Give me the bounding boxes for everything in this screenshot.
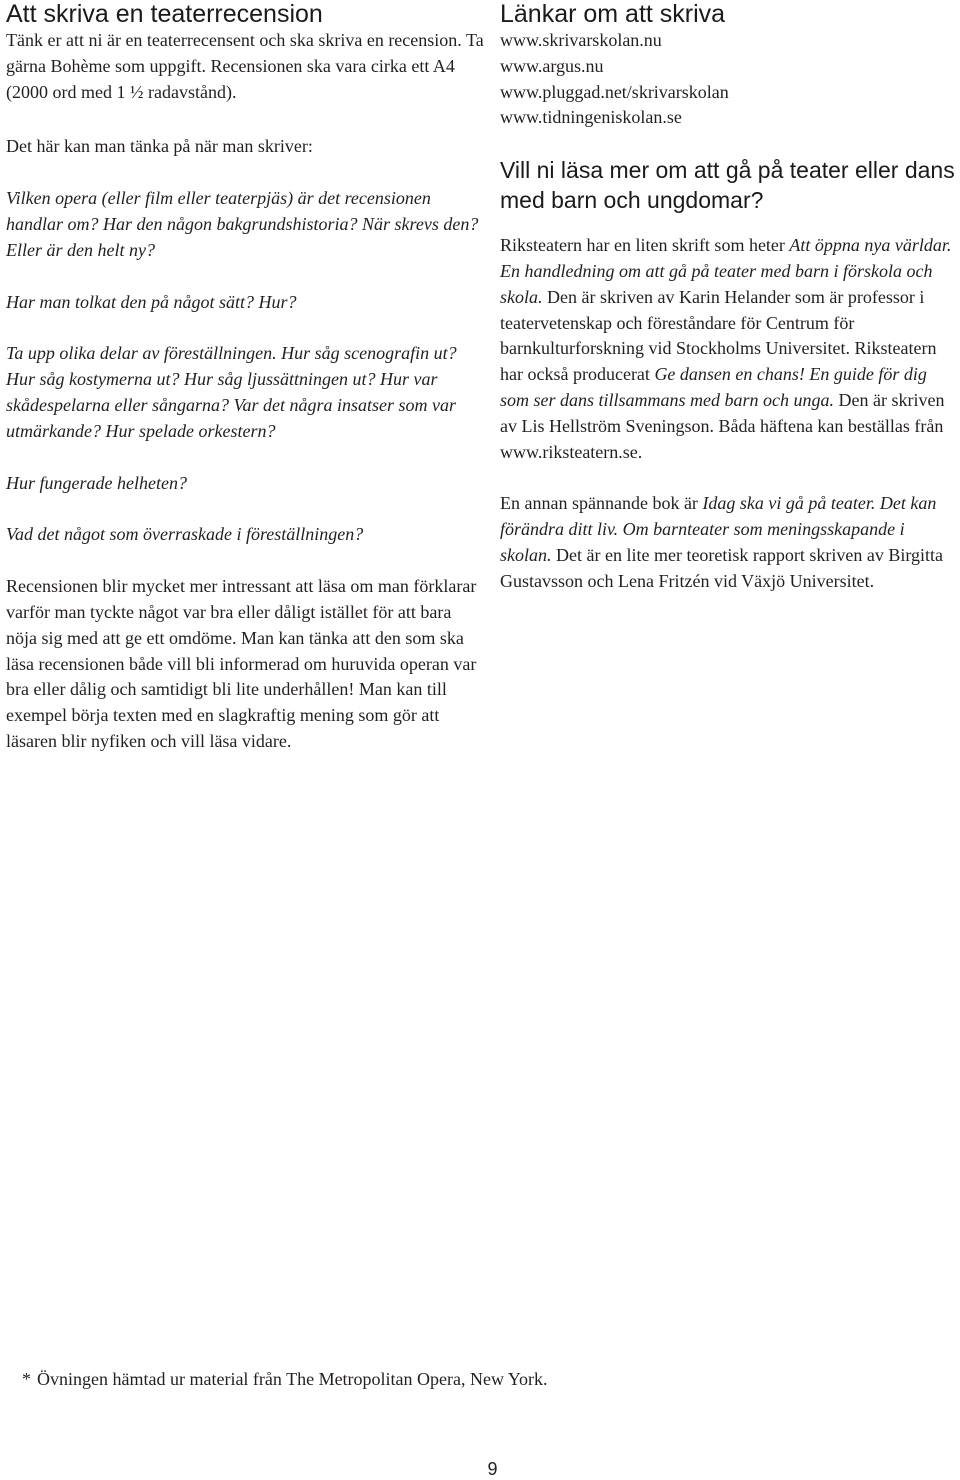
left-column: [6, 0, 486, 755]
riksteatern-title-1: Att öppna nya världar. En handledning om att gå på teater med barn i förskola och skola.: [500, 235, 952, 307]
riksteatern-title-2: Ge dansen en chans! En guide för dig som ser dans tillsammans med barn och unga.: [500, 364, 927, 410]
book-text-2: Det är en lite mer teoretisk rapport skriven av Birgitta Gustavsson och Lena Fritzén vid Växjö Universitet.: [500, 544, 944, 591]
intro-paragraph: Tänk er att ni är en teaterrecensent och ska skriva en recension. Ta gärna Bohème som uppgift. Recensionen ska vara cirka ett A4 (2000 ord med 1 ½ radavstånd).: [6, 30, 484, 102]
riksteatern-text-2: Den är skriven av Karin Helander som är professor i teatervetenskap och föreståndare för Centrum för barnkulturforskning vid Stockholms Universitet. Riksteatern har också producerat: [500, 286, 937, 385]
more-heading: Vill ni läsa mer om att gå på teater eller dans med barn och ungdomar?: [500, 157, 955, 214]
page-number: 9: [487, 1459, 498, 1479]
link-tidningeniskolan[interactable]: www.tidningeniskolan.se: [500, 107, 682, 128]
question-block-5: Vad det något som överraskade i föreställningen?: [6, 524, 364, 545]
riksteatern-paragraph: [500, 233, 960, 465]
book-paragraph: [500, 491, 960, 594]
riksteatern-text-1: Riksteatern har en liten skrift som heter: [500, 235, 790, 256]
links-list: [500, 28, 960, 131]
footnote-text: Övningen hämtad ur material från The Metropolitan Opera, New York.: [37, 1369, 548, 1389]
question-block-4: Hur fungerade helheten?: [6, 472, 187, 493]
question-block-3: Ta upp olika delar av föreställningen. Hur såg scenografin ut? Hur såg kostymerna ut? Hur såg ljussättningen ut? Hur var skådespelarna eller sångarna? Var det några insatser som var utmärkande? Hur spelade orkestern?: [6, 343, 457, 441]
footnote-marker: *: [22, 1369, 31, 1389]
riksteatern-text-3: Den är skriven av Lis Hellström Sveningson. Båda häftena kan beställas från www.riksteatern.se.: [500, 389, 945, 462]
question-block-2: Har man tolkat den på något sätt? Hur?: [6, 291, 297, 312]
book-text-1: En annan spännande bok är: [500, 493, 703, 514]
links-heading: Länkar om att skriva: [500, 0, 726, 28]
think-heading: Det här kan man tänka på när man skriver:: [6, 136, 313, 157]
link-argus[interactable]: www.argus.nu: [500, 55, 604, 76]
page-title: Att skriva en teaterrecension: [6, 0, 323, 28]
link-skrivarskolan[interactable]: www.skrivarskolan.nu: [500, 30, 662, 50]
right-column: [500, 0, 960, 595]
book-title: Idag ska vi gå på teater. Det kan förändra ditt liv. Om barnteater som meningsskapande i skolan.: [500, 493, 937, 565]
closing-paragraph: Recensionen blir mycket mer intressant att läsa om man förklarar varför man tyckte något var bra eller dåligt istället för att bara nöja sig med att ge ett omdöme. Man kan tänka att den som ska läsa recensionen både vill bli informerad om huruvida operan var bra eller dålig och samtidigt bli lite underhållen! Man kan till exempel börja texten med en slagkraftig mening som gör att läsaren blir nyfiken och vill läsa vidare.: [6, 576, 477, 751]
question-block-1: Vilken opera (eller film eller teaterpjäs) är det recensionen handlar om? Har den någon bakgrundshistoria? När skrevs den? Eller är den helt ny?: [6, 188, 479, 260]
footnote: [22, 1366, 548, 1392]
link-pluggad[interactable]: www.pluggad.net/skrivarskolan: [500, 81, 729, 102]
